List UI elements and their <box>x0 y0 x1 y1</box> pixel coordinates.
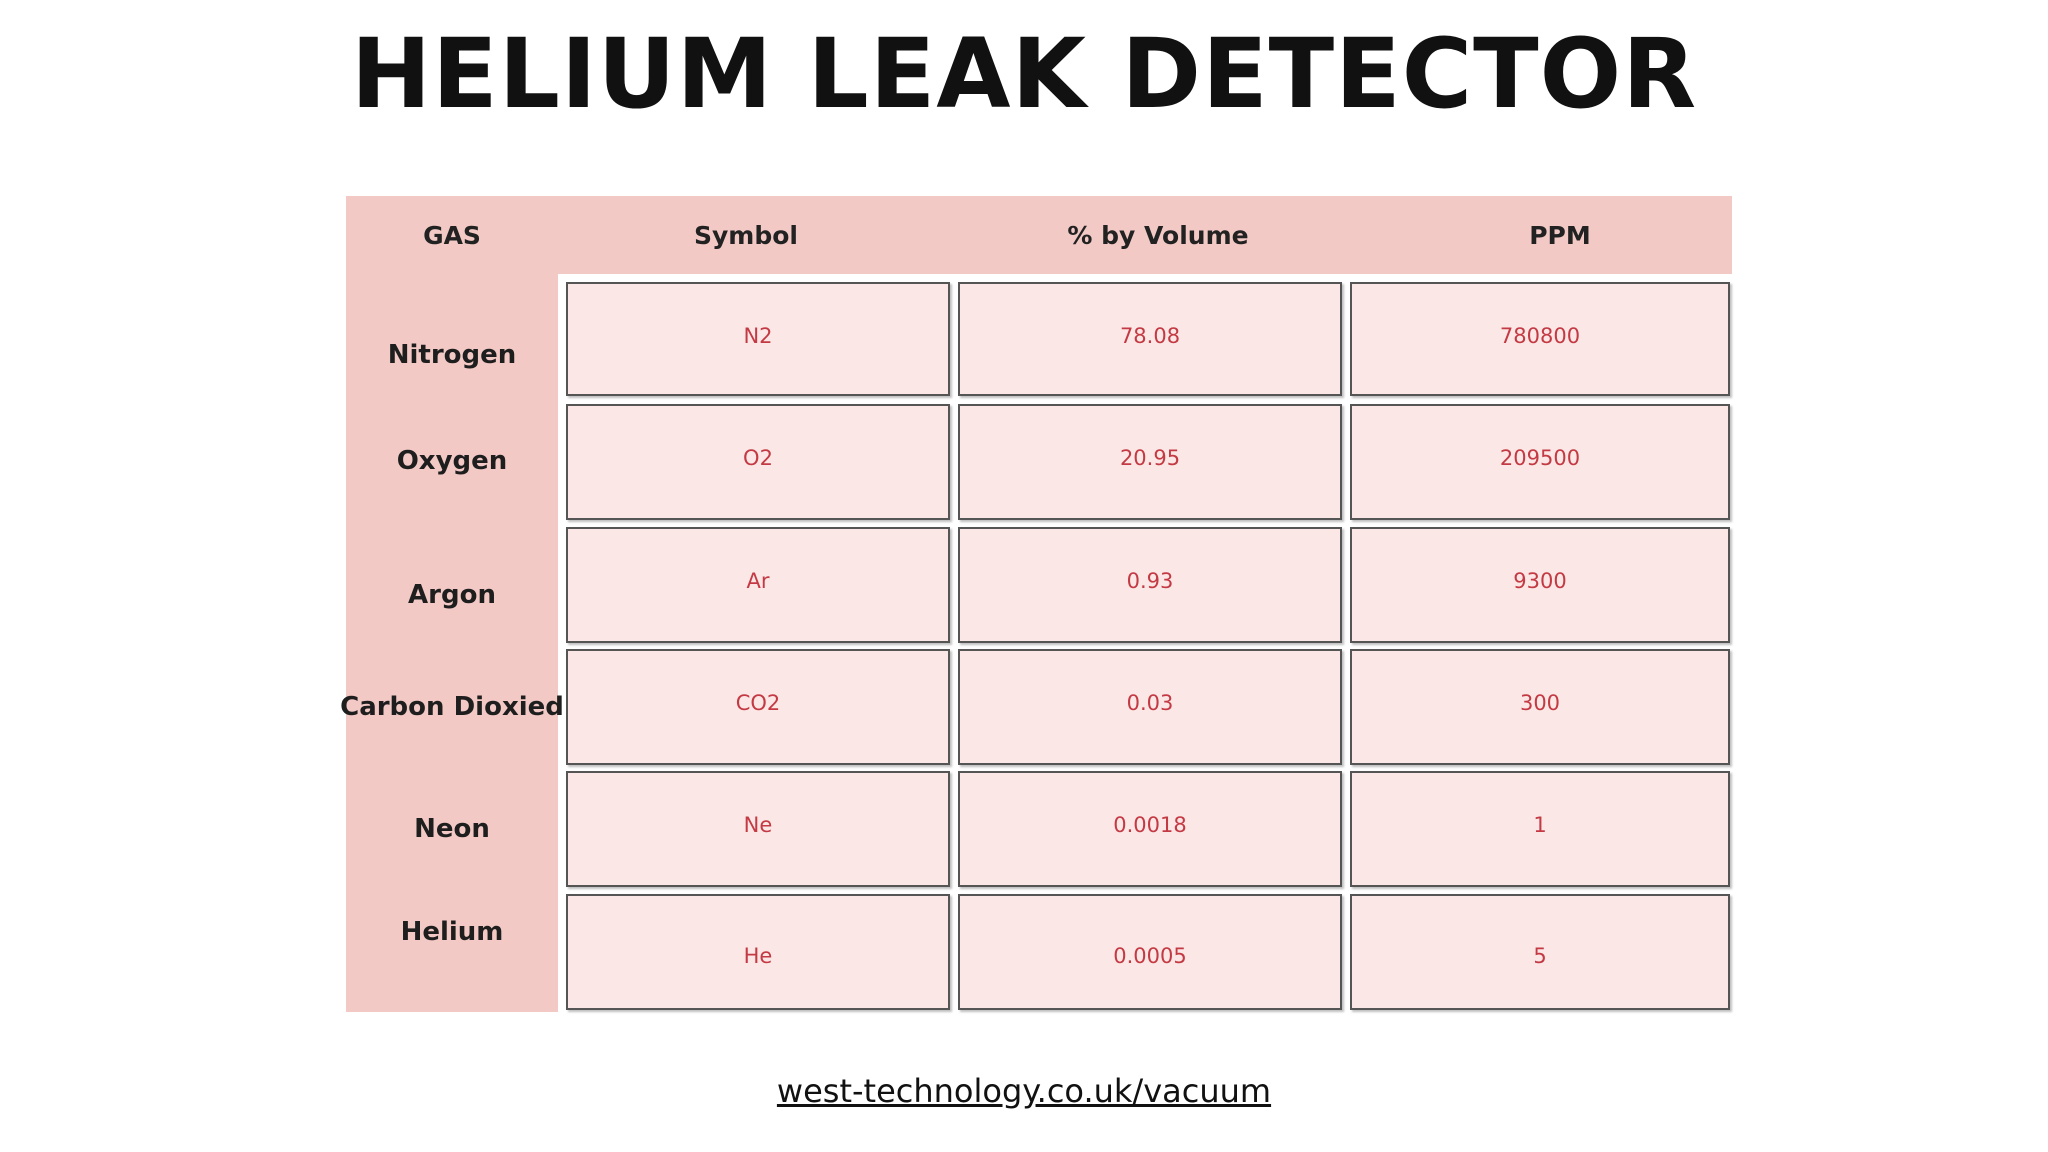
header-gas: GAS <box>423 220 481 250</box>
symbol-cell: He <box>566 894 950 1010</box>
page-title: HELIUM LEAK DETECTOR <box>350 18 1698 130</box>
symbol-cell: Ne <box>566 771 950 887</box>
header-ppm: PPM <box>1529 220 1591 250</box>
gas-name-argon: Argon <box>408 580 496 610</box>
gas-name-oxygen: Oxygen <box>396 446 508 476</box>
volume-cell: 0.03 <box>958 649 1342 765</box>
volume-cell: 0.93 <box>958 527 1342 643</box>
symbol-cell: O2 <box>566 404 950 520</box>
footer-website-link[interactable]: west-technology.co.uk/vacuum <box>776 1072 1272 1110</box>
symbol-cell: CO2 <box>566 649 950 765</box>
volume-cell: 0.0018 <box>958 771 1342 887</box>
ppm-cell: 300 <box>1350 649 1730 765</box>
volume-cell: 0.0005 <box>958 894 1342 1010</box>
ppm-cell: 209500 <box>1350 404 1730 520</box>
gas-name-carbon-dioxide: Carbon Dioxied <box>340 692 564 722</box>
ppm-cell: 5 <box>1350 894 1730 1010</box>
symbol-cell: Ar <box>566 527 950 643</box>
ppm-cell: 1 <box>1350 771 1730 887</box>
header-symbol: Symbol <box>694 220 798 250</box>
gas-name-neon: Neon <box>414 814 490 844</box>
ppm-cell: 9300 <box>1350 527 1730 643</box>
symbol-cell: N2 <box>566 282 950 396</box>
volume-cell: 20.95 <box>958 404 1342 520</box>
header-volume: % by Volume <box>1067 220 1249 250</box>
gas-name-helium: Helium <box>400 917 504 947</box>
gas-name-nitrogen: Nitrogen <box>387 340 517 370</box>
volume-cell: 78.08 <box>958 282 1342 396</box>
ppm-cell: 780800 <box>1350 282 1730 396</box>
